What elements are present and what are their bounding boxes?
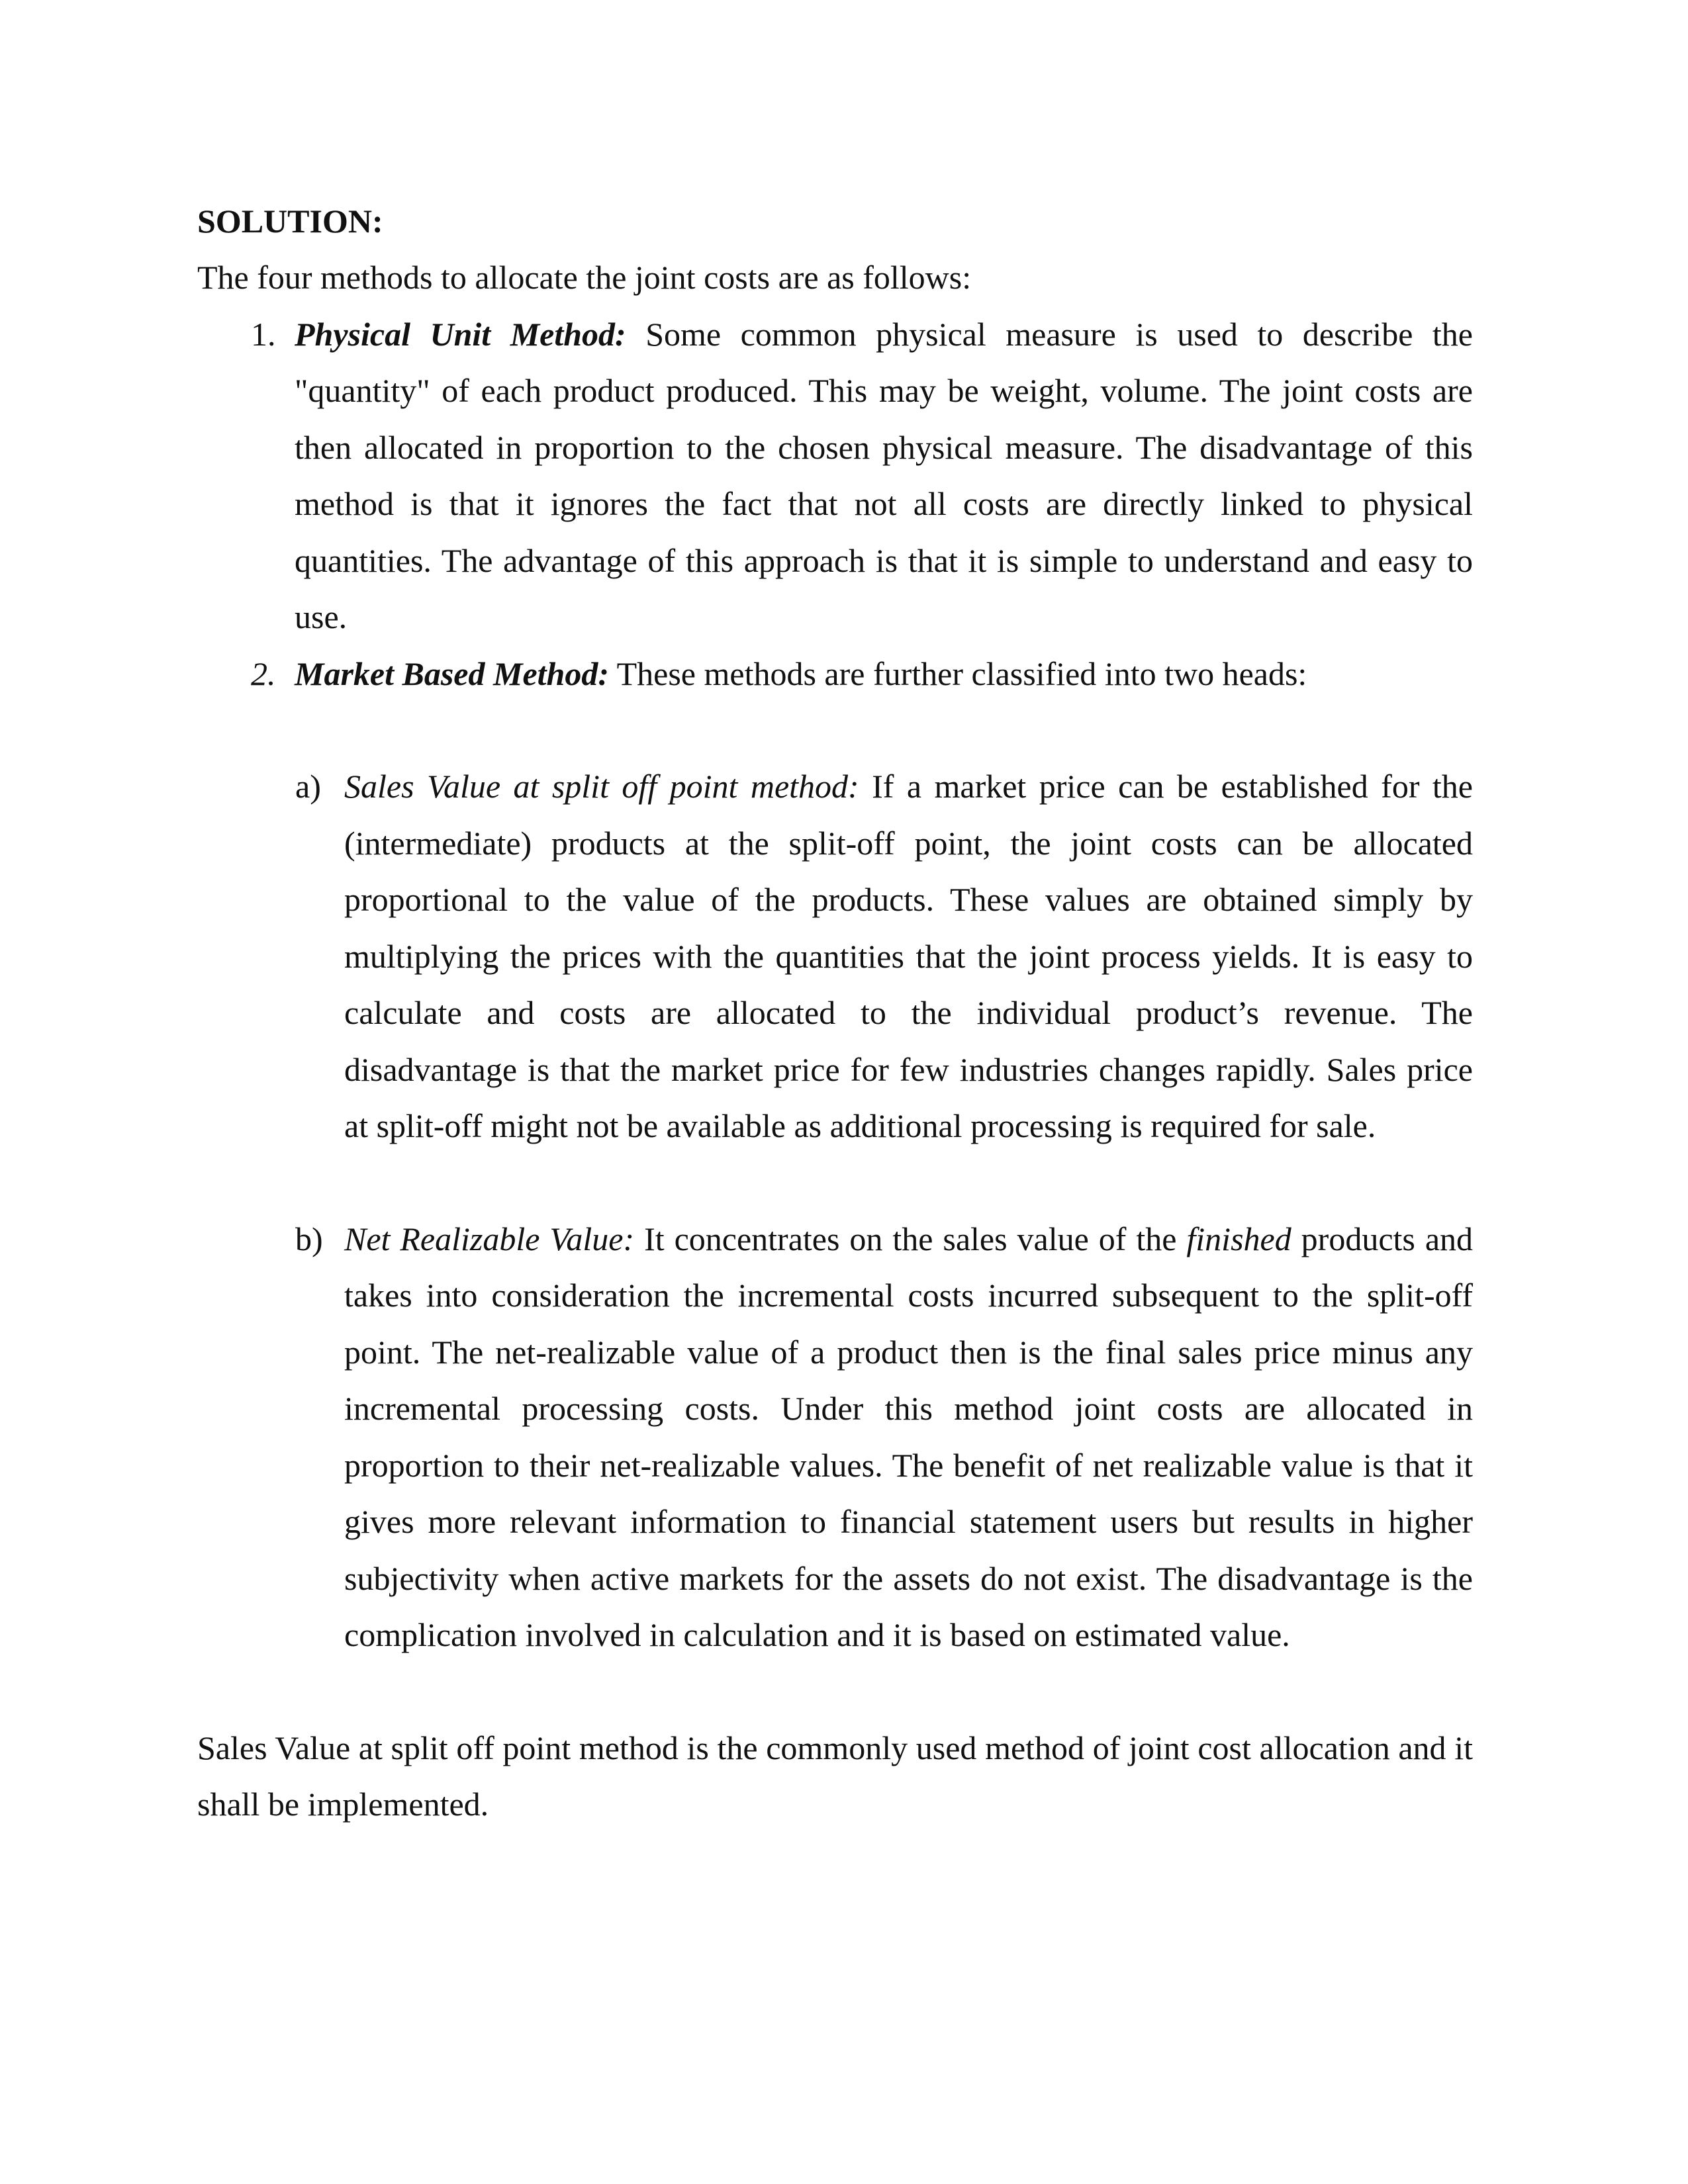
subitem-text: If a market price can be established for the (intermediate) products at the split-off point, the joint costs can be allocated proportional to the value of the products. These values are obtained simply by multiplying the prices with the quantities that the joint process yields. It is easy to calculate and costs are allocated to the individual product’s revenue. The disadvantage is that the market price for few industries changes rapidly. Sales price at split-off might not be available as additional processing is required for sale. — [344, 768, 1473, 1144]
subitem-title: Sales Value at split off point method: — [344, 768, 859, 805]
subitem-title: Net Realizable Value: — [344, 1220, 635, 1257]
item-title: Market Based Method: — [295, 655, 609, 692]
subitem-text: It concentrates on the sales value of the — [634, 1220, 1187, 1257]
subitem-label: b) — [295, 1220, 323, 1257]
document-page — [197, 193, 1473, 1833]
list-number: 1. — [251, 315, 276, 353]
intro-paragraph: The four methods to allocate the joint costs are as follows: — [197, 259, 972, 296]
item-text: Some common physical measure is used to describe the "quantity" of each product produced. This may be weight, volume. The joint costs are then allocated in proportion to the chosen physical measure. The disadvantage of this method is that it ignores the fact that not all costs are directly linked to physical quantities. The advantage of this approach is that it is simple to understand and easy to use. — [295, 315, 1473, 635]
list-item-market-based — [197, 646, 1473, 703]
subitem-label: a) — [295, 768, 321, 805]
emphasis-finished: finished — [1186, 1220, 1291, 1257]
item-text: These methods are further classified into two heads: — [609, 655, 1307, 692]
subitem-text-cont: products and takes into consideration the incremental costs incurred subsequent to the split-off point. The net-realizable value of a product then is the final sales price minus any incremental processing costs. Under this method joint costs are allocated in proportion to their net-realizable values. The benefit of net realizable value is that it gives more relevant information to financial statement users but results in higher subjectivity when active markets for the assets do not exist. The disadvantage is the complication involved in calculation and it is based on estimated value. — [344, 1220, 1474, 1653]
subitem-net-realizable — [197, 1211, 1473, 1664]
list-item-physical-unit — [197, 306, 1473, 646]
solution-heading: SOLUTION: — [197, 203, 383, 240]
subitem-sales-value — [197, 758, 1473, 1155]
list-number: 2. — [251, 655, 276, 692]
item-title: Physical Unit Method: — [295, 315, 626, 353]
conclusion-paragraph: Sales Value at split off point method is the commonly used method of joint cost allocation and it shall be implemented. — [197, 1729, 1473, 1823]
